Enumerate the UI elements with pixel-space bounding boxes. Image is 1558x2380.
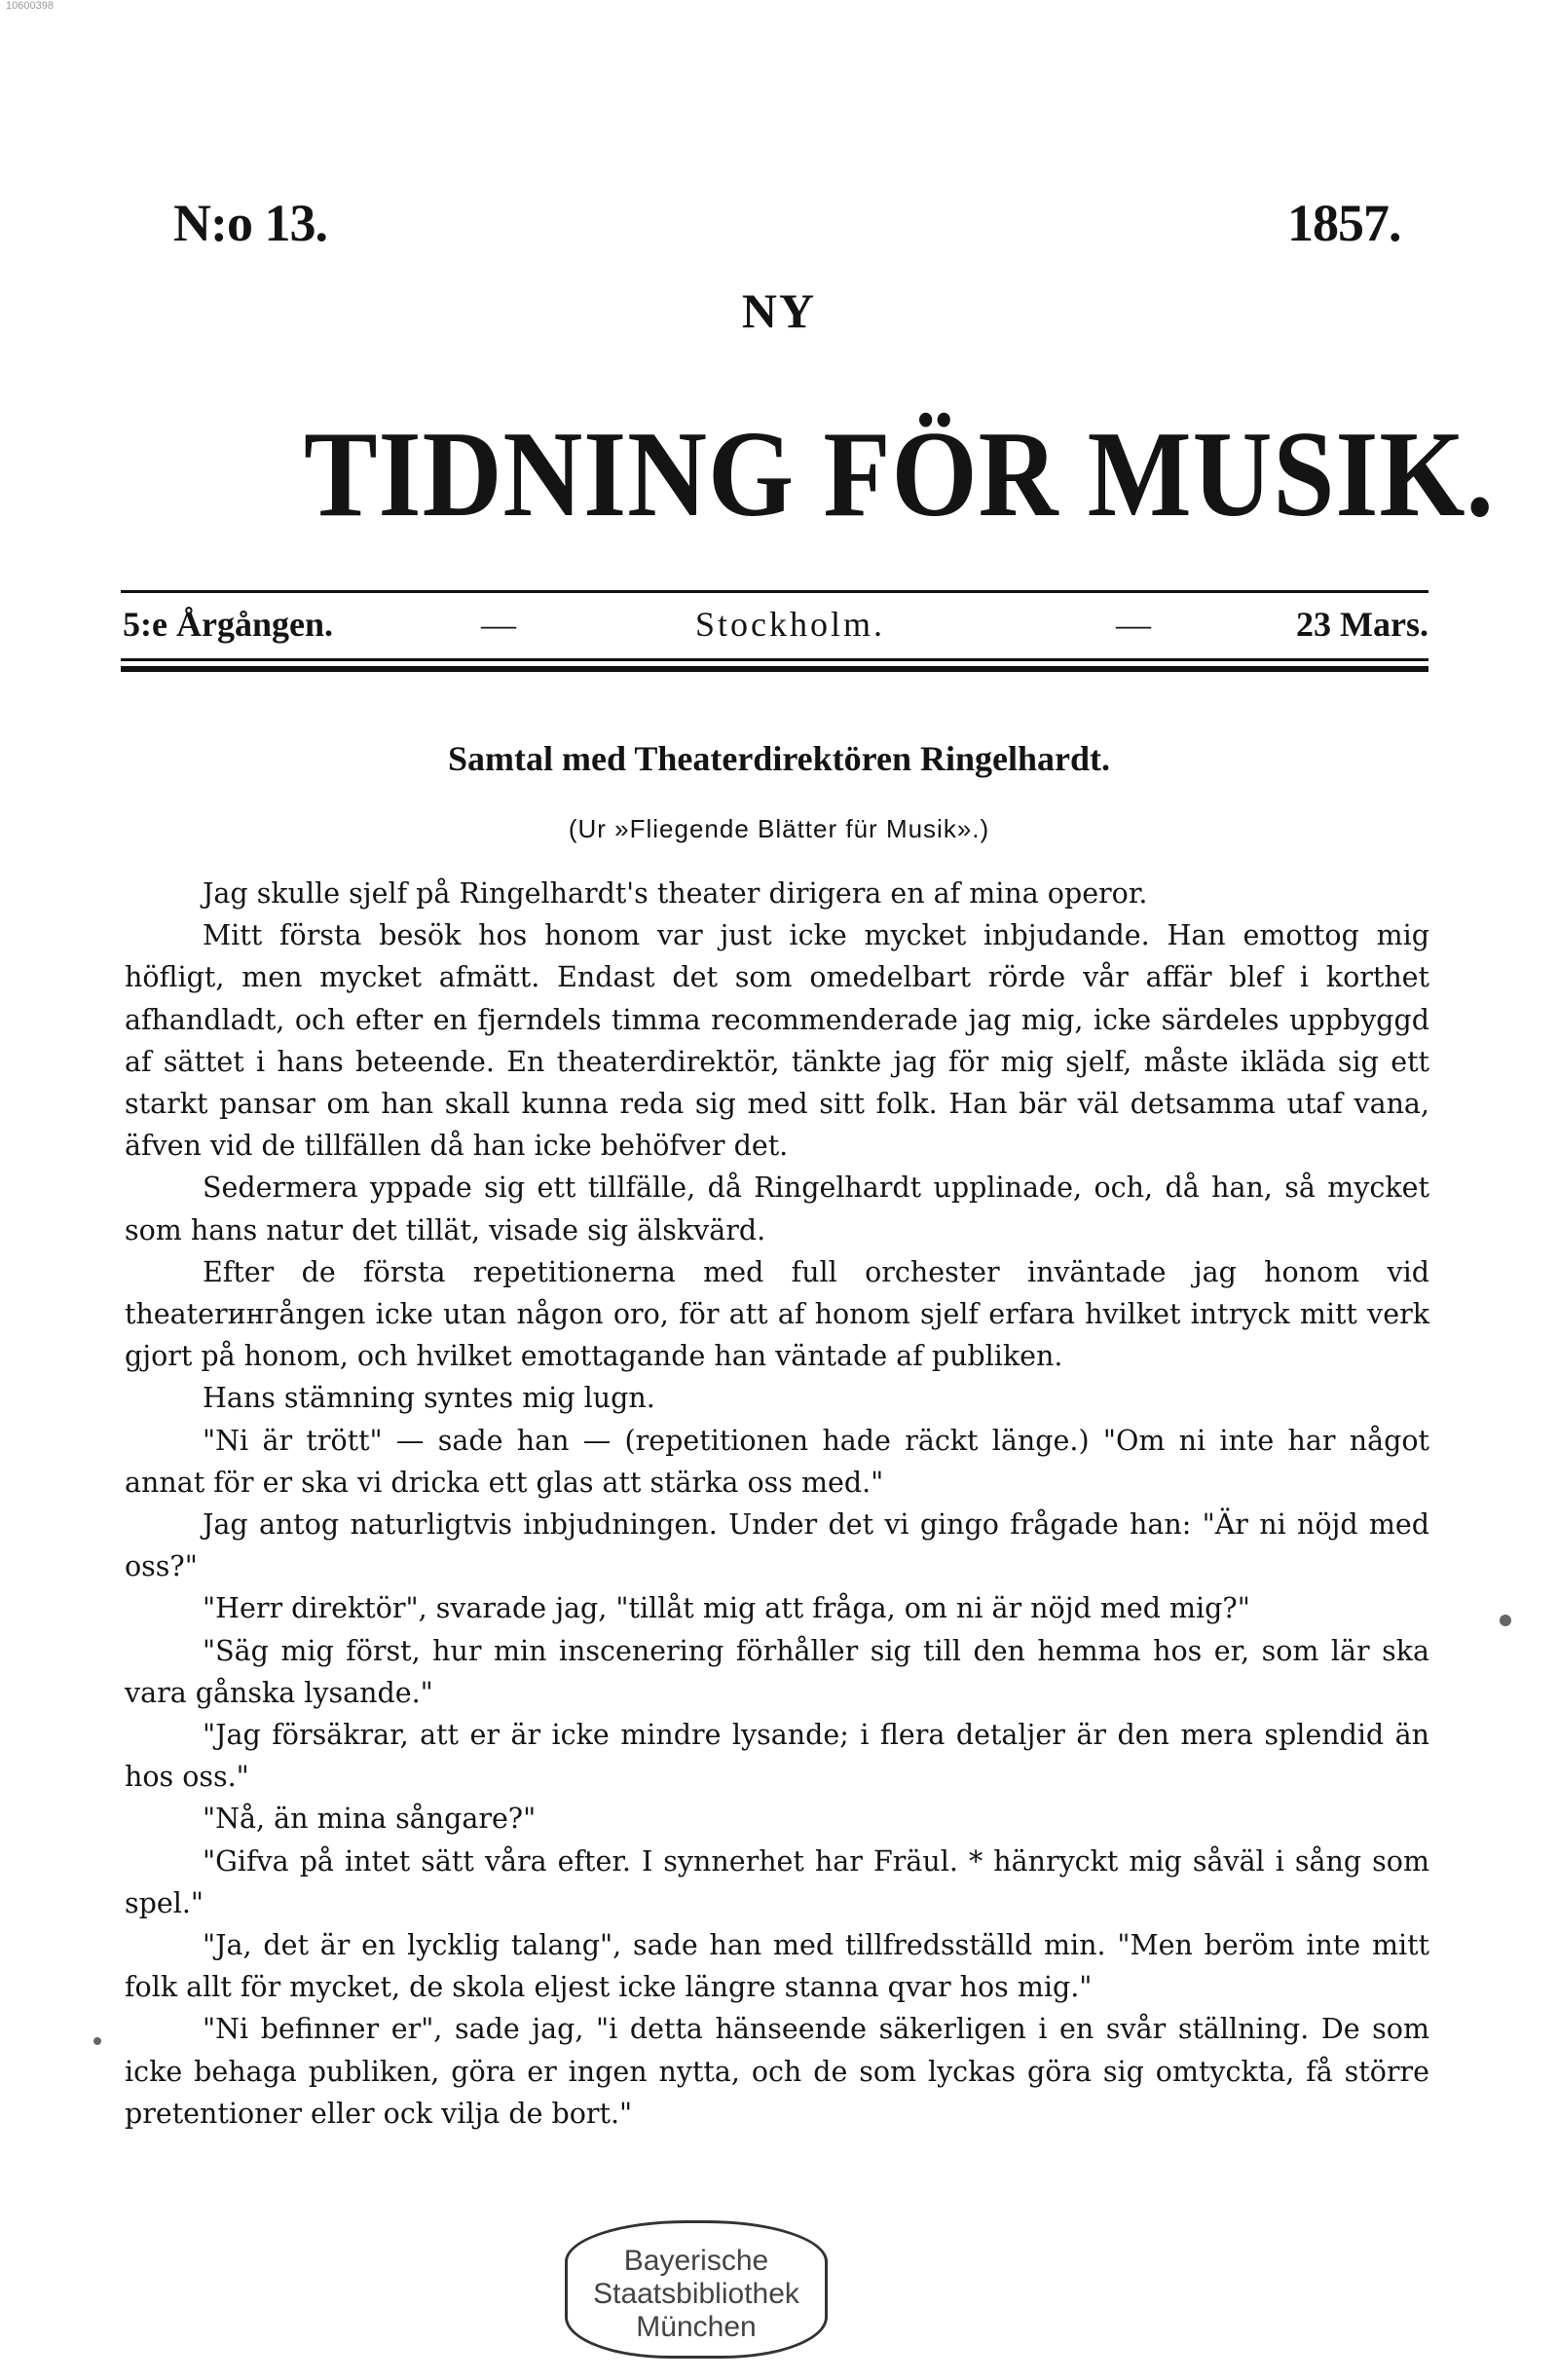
paragraph: "Nå, än mina sångare?" (203, 1803, 537, 1836)
stamp-line: Staatsbibliothek (593, 2278, 799, 2310)
dateline-dash: — (481, 605, 516, 644)
stamp-line: München (636, 2311, 757, 2343)
dateline (121, 604, 1428, 649)
issue-year: 1857. (1287, 194, 1401, 252)
paragraph: Sedermera yppade sig ett tillfälle, då Ringelhardt upplinade, och, då han, så mycket som hans natur det tillät, visade sig älskvärd. (125, 1171, 1429, 1246)
volume-label: 5:e Årgången. (123, 605, 333, 644)
paragraph: "Gifva på intet sätt våra efter. I synnerhet har Fräul. * hänryckt mig såväl i sång som spel." (125, 1844, 1429, 1919)
issue-number: N:o 13. (173, 194, 327, 252)
paragraph: Hans stämning syntes mig lugn. (203, 1382, 655, 1415)
city-label: Stockholm. (695, 605, 886, 644)
masthead-rule-bottom (121, 658, 1428, 661)
paragraph: "Jag försäkrar, att er är icke mindre lysande; i flera detaljer är den mera splendid än hos oss." (125, 1719, 1429, 1794)
paragraph: Efter de första repetitionerna med full orchester inväntade jag honom vid theaterингången icke utan någon oro, för att af honom sjelf erfara hvilket intryck mitt verk gjort på honom, och hvilket emottagande han väntade af publiken. (125, 1255, 1429, 1373)
paragraph: "Ni är trött" — sade han — (repetitionen hade räckt länge.) "Om ni inte har något annat för er ska vi dricka ett glas att stärka oss med." (125, 1424, 1429, 1499)
dateline-dash: — (1116, 605, 1151, 644)
stamp-line: Bayerische (623, 2245, 769, 2277)
archive-id: 10600398 (6, 0, 54, 12)
ink-speck (1500, 1615, 1511, 1626)
masthead-title: TIDNING FÖR MUSIK. (304, 407, 1495, 542)
masthead-title-top: NY (741, 283, 817, 338)
masthead-rule-bottom-double (121, 666, 1428, 672)
article-heading: Samtal med Theaterdirektören Ringelhardt. (448, 739, 1110, 778)
paragraph: "Ni befinner er", sade jag, "i detta hänseende säkerligen i en svår ställning. De som icke behaga publiken, göra er ingen nytta, och de som lyckas göra sig omtyckta, få större pretentioner eller ock vilja de bort." (125, 2013, 1429, 2130)
library-stamp (565, 2220, 828, 2359)
article-body (125, 873, 1429, 2135)
ink-speck (93, 2037, 101, 2045)
article-source: (Ur »Fliegende Blätter für Musik».) (568, 814, 990, 843)
date-label: 23 Mars. (1296, 605, 1428, 644)
paragraph: "Herr direktör", svarade jag, "tillåt mig att fråga, om ni är nöjd med mig?" (203, 1592, 1250, 1625)
paragraph: "Säg mig först, hur min inscenering förhåller sig till den hemma hos er, som lär ska vara gånska lysande." (125, 1634, 1429, 1709)
paragraph: Mitt första besök hos honom var just icke mycket inbjudande. Han emottog mig höfligt, men mycket afmätt. Endast det som omedelbart rörde vår affär blef i korthet afhandladt, och efter en fjerndels timma recommenderade jag mig, icke särdeles uppbyggd af sättet i hans beteende. En theaterdirektör, tänkte jag för mig sjelf, måste ikläda sig ett starkt pansar om han skall kunna reda sig med sitt folk. Han bär väl detsamma utaf vana, äfven vid de tillfällen då han icke behöfver det. (125, 919, 1429, 1163)
paragraph: Jag skulle sjelf på Ringelhardt's theater dirigera en af mina operor. (203, 877, 1148, 910)
paragraph: "Ja, det är en lycklig talang", sade han med tillfredsställd min. "Men beröm inte mitt folk allt för mycket, de skola eljest icke längre stanna qvar hos mig." (125, 1929, 1429, 2004)
masthead-rule-top (121, 590, 1428, 593)
paragraph: Jag antog naturligtvis inbjudningen. Under det vi gingo frågade han: "Är ni nöjd med oss?" (125, 1508, 1429, 1583)
